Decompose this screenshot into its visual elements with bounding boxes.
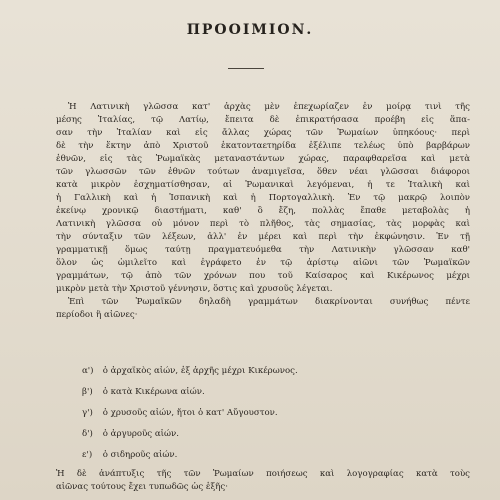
list-marker: δ') <box>82 429 93 439</box>
text-line: ἡ Γαλλικὴ καὶ ἡ Ἱσπανικὴ καὶ ἡ Πορτογαλλικὴ. Ἐν τῷ μακρῷ λοιπὸν <box>56 193 470 203</box>
text-line: κατὰ μικρὸν ἐσχηματίσθησαν, αἱ Ῥωμανικαὶ λεγόμεναι, ἡ τε Ἰταλικὴ καὶ <box>56 180 470 190</box>
text-line: σαν τὴν Ἰταλίαν καὶ εἰς ἄλλας χώρας τῶν Ῥωμαίων ὑπηκόους· περὶ <box>56 128 470 138</box>
title-divider <box>228 68 264 69</box>
list-item <box>82 382 298 403</box>
list-item <box>82 361 298 382</box>
page-title: ΠΡΟΟΙΜΙΟΝ. <box>186 22 314 38</box>
text-line: ἐκείνῳ χρονικῷ διαστήματι, καθ' ὃ ἔζη, πολλὰς ἔπαθε μεταβολὰς ἡ <box>56 206 470 216</box>
text-line: Ἐπὶ τῶν Ῥωμαϊκῶν δηλαδὴ γραμμάτων διακρίνονται συνήθως πέντε <box>68 297 470 307</box>
text-line: Λατινικὴ γλῶσσα οὐ μόνον περὶ τὸ πλῆθος, τὰς σημασίας, τὰς μορφὰς καὶ <box>56 219 470 229</box>
list-marker: α') <box>82 366 94 376</box>
list-item <box>82 424 298 445</box>
list-text: ὁ κατὰ Κικέρωνα αἰών. <box>102 387 205 397</box>
list-marker: β') <box>82 387 93 397</box>
list-text: ὁ ἀρχαϊκὸς αἰών, ἐξ ἀρχῆς μέχρι Κικέρωνος. <box>102 366 298 376</box>
text-line: μέσης Ἰταλίας, τῷ Λατίῳ, ἔπειτα δὲ ἐπικρατήσασα προέβη εἰς ἅπα- <box>56 115 470 125</box>
text-line: Ἡ Λατινικὴ γλῶσσα κατ' ἀρχὰς μὲν ἐπεχωρίαζεν ἐν μοίρᾳ τινὶ τῆς <box>68 102 470 112</box>
text-line: ἐθνῶν, εἰς τὰς Ῥωμαϊκὰς μεταναστάντων χώρας, παραφθαρεῖσα καὶ μετὰ <box>56 154 470 164</box>
closing-paragraph <box>56 468 470 494</box>
preface-paragraph <box>56 101 470 322</box>
text-line: δὲ τὴν ἕκτην ἀπὸ Χριστοῦ ἑκατονταετηρίδα ἐξέλιπε τελέως ὑπὸ βαρβάρων <box>56 141 470 151</box>
text-line: γραμματικῇ ὅμως ταύτῃ πραγματευόμεθα τὴν Λατινικὴν γλῶσσαν καθ' <box>56 245 470 255</box>
list-item <box>82 403 298 424</box>
text-line: τῶν γλωσσῶν τῶν ἐθνῶν τούτων ἀναμιγεῖσα, ὅθεν νέαι γλῶσσαι διάφοροι <box>56 167 470 177</box>
list-text: ὁ σιδηροῦς αἰών. <box>102 450 178 460</box>
text-line: περίοδοι ἢ αἰῶνες· <box>56 310 138 320</box>
text-line: αἰῶνας τούτους ἔχει τυπωδῶς ὡς ἑξῆς· <box>56 482 228 492</box>
list-text: ὁ ἀργυροῦς αἰών. <box>102 429 179 439</box>
text-line: Ἡ δὲ ἀνάπτυξις τῆς τῶν Ῥωμαίων ποιήσεως καὶ λογογραφίας κατὰ τοὺς <box>56 469 470 479</box>
list-item <box>82 445 298 466</box>
text-line: τὴν σύνταξιν τῶν λέξεων, ἀλλ' ἐν μέρει καὶ περὶ τὴν ἐκφώνησιν. Ἐν τῇ <box>56 232 470 242</box>
periods-list <box>82 361 298 466</box>
text-line: ὅλον ὡς ὡμιλεῖτο καὶ ἐγράφετο ἐν τῷ ἀρίστῳ αἰῶνι τῶν Ῥωμαϊκῶν <box>56 258 470 268</box>
list-marker: ε') <box>82 450 93 460</box>
text-line: μικρὸν μετὰ τὴν Χριστοῦ γέννησιν, ὅστις καὶ χρυσοῦς λέγεται. <box>56 284 333 294</box>
text-line: γραμμάτων, τῷ ἀπὸ τῶν χρόνων που τοῦ Καίσαρος καὶ Κικέρωνος μέχρι <box>56 271 470 281</box>
list-text: ὁ χρυσοῦς αἰών, ἤτοι ὁ κατ' Αὔγουστον. <box>102 408 278 418</box>
list-marker: γ') <box>82 408 93 418</box>
